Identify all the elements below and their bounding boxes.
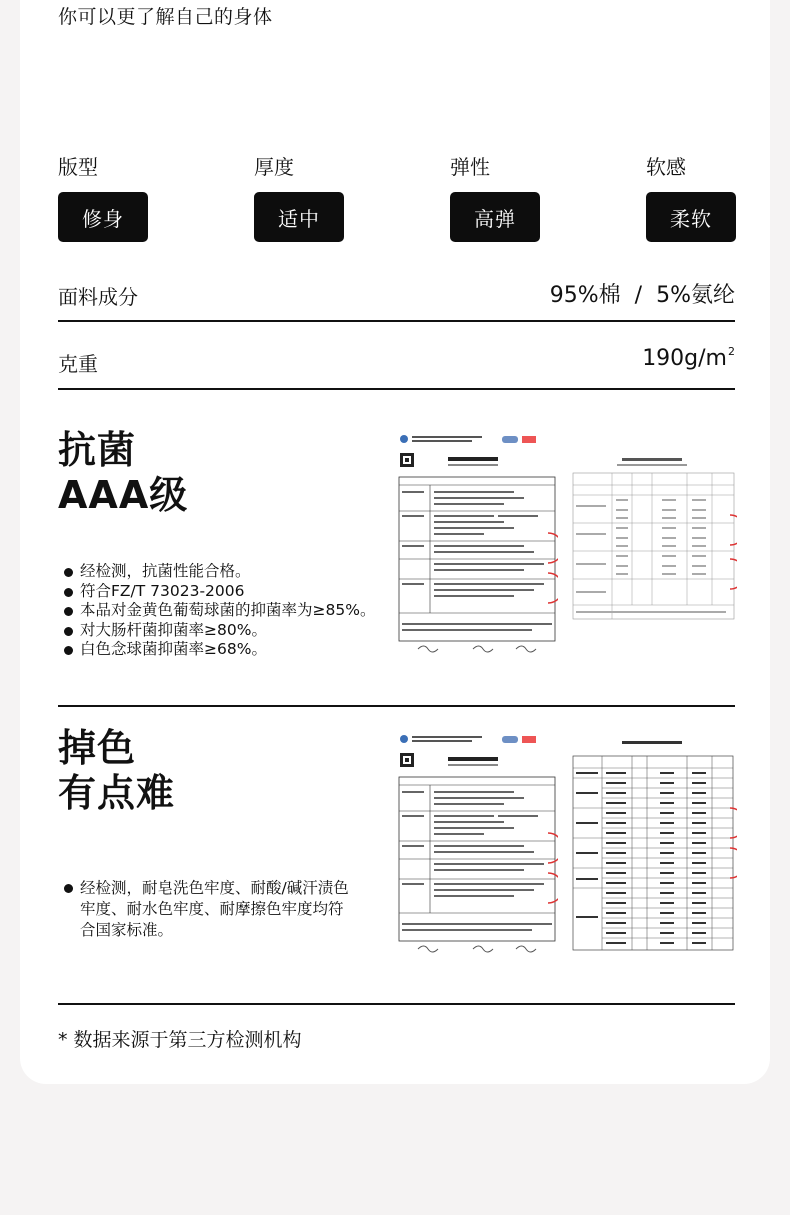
bullet-item: 对大肠杆菌抑菌率≥80%。 xyxy=(64,621,375,641)
antibacterial-title xyxy=(58,428,188,518)
test-report-image-1a xyxy=(398,433,558,663)
antibacterial-title-line2: AAA级 xyxy=(58,473,189,517)
weight-label: 克重 xyxy=(58,352,98,376)
attr-chip-softness: 柔软 xyxy=(646,192,736,242)
weight-number: 190g/m xyxy=(642,346,727,371)
report-document-icon xyxy=(572,738,737,953)
report-document-icon xyxy=(398,733,558,963)
report-document-icon xyxy=(572,455,737,625)
test-report-image-2a xyxy=(398,733,558,963)
fabric-cotton: 95%棉 xyxy=(549,283,621,308)
qr-code-icon xyxy=(400,753,414,767)
data-source-footnote: * 数据来源于第三方检测机构 xyxy=(58,1029,302,1051)
test-report-image-1b xyxy=(572,455,737,625)
attr-chip-thickness: 适中 xyxy=(254,192,344,242)
weight-value xyxy=(642,345,735,371)
attr-chip-elasticity: 高弹 xyxy=(450,192,540,242)
bullet-item: 经检测，抗菌性能合格。 xyxy=(64,562,375,582)
bullet-item: 本品对金黄色葡萄球菌的抑菌率为≥85%。 xyxy=(64,601,375,621)
report-document-icon xyxy=(398,433,558,663)
test-report-image-2b xyxy=(572,738,737,953)
colorfast-paragraph: 经检测，耐皂洗色牢度、耐酸/碱汗渍色牢度、耐水色牢度、耐摩擦色牢度均符合国家标准。 xyxy=(64,878,350,941)
antibacterial-title-line1: 抗菌 xyxy=(58,428,137,472)
colorfast-title-line2: 有点难 xyxy=(58,771,176,815)
attr-label-thickness: 厚度 xyxy=(254,155,294,179)
fabric-label: 面料成分 xyxy=(58,285,138,309)
fabric-value xyxy=(550,278,735,309)
colorfast-title-line1: 掉色 xyxy=(58,726,137,770)
colorfast-title xyxy=(58,726,175,816)
attr-label-softness: 软感 xyxy=(646,155,686,179)
bullet-item: 符合FZ/T 73023-2006 xyxy=(64,582,375,602)
section-divider xyxy=(58,705,735,707)
intro-text: 你可以更了解自己的身体 xyxy=(58,6,273,28)
attr-label-elasticity: 弹性 xyxy=(450,155,490,179)
attr-chip-fit: 修身 xyxy=(58,192,148,242)
fabric-slash: / xyxy=(634,283,643,308)
weight-unit-sup: 2 xyxy=(728,345,735,358)
attr-label-fit: 版型 xyxy=(58,155,98,179)
fabric-row xyxy=(58,276,735,322)
bullet-item: 白色念球菌抑菌率≥68%。 xyxy=(64,640,375,660)
fabric-spandex: 5%氨纶 xyxy=(656,283,735,308)
antibacterial-bullets xyxy=(64,562,375,660)
section-divider xyxy=(58,1003,735,1005)
weight-row xyxy=(58,344,735,390)
qr-code-icon xyxy=(400,453,414,467)
